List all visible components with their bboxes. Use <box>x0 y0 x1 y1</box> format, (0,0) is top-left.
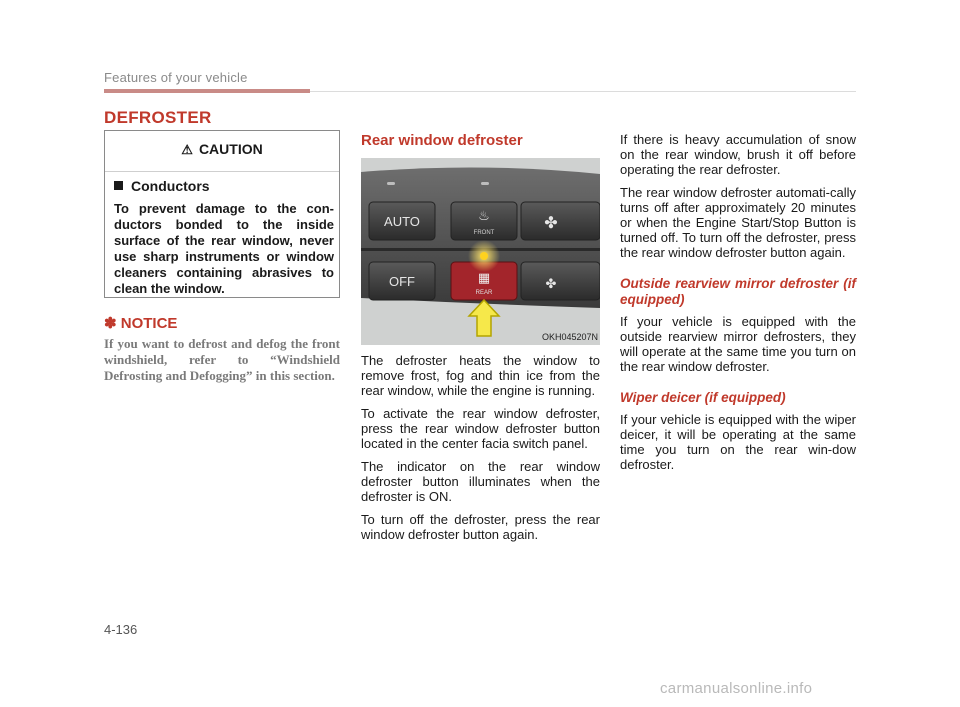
control-panel-illustration <box>361 158 600 345</box>
caution-label: CAUTION <box>198 141 263 157</box>
notice-heading-text: NOTICE <box>120 315 178 332</box>
caution-divider <box>105 171 339 172</box>
paragraph: The rear window defroster automati-cally turns off after approximately 20 minutes or when the Engine Start/Stop Button is turned off. To turn off the defroster, press the rear window defroster button again. <box>620 185 856 260</box>
fan-down-button[interactable] <box>521 262 600 300</box>
fan-up-button[interactable] <box>521 202 600 240</box>
caution-subheading-text: Conductors <box>131 178 210 194</box>
figure-code: OKH045207N <box>541 332 598 342</box>
control-panel-figure <box>361 158 600 345</box>
section-title: DEFROSTER <box>104 108 212 127</box>
indicator-led <box>481 182 489 185</box>
paragraph: If there is heavy accumulation of snow on the rear window, brush it off before operating the rear defroster. <box>620 132 856 177</box>
mirror-defroster-heading: Outside rearview mirror defroster (if equipped) <box>620 276 856 307</box>
wiper-deicer-body: If your vehicle is equipped with the wiper deicer, it will be operating at the same time you turn on the rear win-dow defroster. <box>620 412 856 472</box>
auto-button-label: AUTO <box>384 214 420 229</box>
rear-defroster-text <box>361 353 600 550</box>
notice-star-icon: ✽ <box>104 315 121 332</box>
paragraph: The defroster heats the window to remove frost, fog and thin ice from the rear window, while the engine is running. <box>361 353 600 398</box>
watermark: carmanualsonline.info <box>660 680 813 697</box>
mirror-defroster-body: If your vehicle is equipped with the outside rearview mirror defrosters, they will operate at the same time you turn on the rear window defroster. <box>620 314 856 374</box>
rear-defrost-icon: ▦ <box>477 271 491 286</box>
indicator-led <box>387 182 395 185</box>
fan-small-icon: ✤ <box>545 277 557 292</box>
fan-icon: ✤ <box>544 213 558 232</box>
caution-box <box>104 130 340 298</box>
paragraph: To activate the rear window defroster, press the rear window defroster button located in the center facia switch panel. <box>361 406 600 451</box>
paragraph: The indicator on the rear window defroster button illuminates when the defroster is ON. <box>361 459 600 504</box>
caution-body: To prevent damage to the con-ductors bonded to the inside surface of the rear window, never use sharp instruments or window cleaners containing abrasives to clean the window. <box>114 201 334 296</box>
off-button-label: OFF <box>389 274 415 289</box>
right-column-text <box>620 132 856 480</box>
paragraph: To turn off the defroster, press the rear window defroster button again. <box>361 512 600 542</box>
front-defrost-icon: ♨ <box>478 209 490 224</box>
warning-triangle-icon: ⚠ <box>181 142 193 157</box>
notice-heading <box>104 314 177 332</box>
notice-body: If you want to defrost and defog the front windshield, refer to “Windshield Defrosting and Defogging” in this section. <box>104 336 340 383</box>
caution-subheading <box>114 178 210 194</box>
rear-button-label: REAR <box>475 290 493 296</box>
header-rule <box>310 91 856 92</box>
header-accent-bar <box>104 89 310 93</box>
rear-defroster-heading: Rear window defroster <box>361 132 523 149</box>
caution-heading <box>105 141 339 158</box>
front-button-label: FRONT <box>473 230 495 236</box>
square-bullet-icon <box>114 181 123 190</box>
wiper-deicer-heading: Wiper deicer (if equipped) <box>620 390 786 405</box>
running-header: Features of your vehicle <box>104 70 248 85</box>
page-number: 4-136 <box>104 622 138 637</box>
